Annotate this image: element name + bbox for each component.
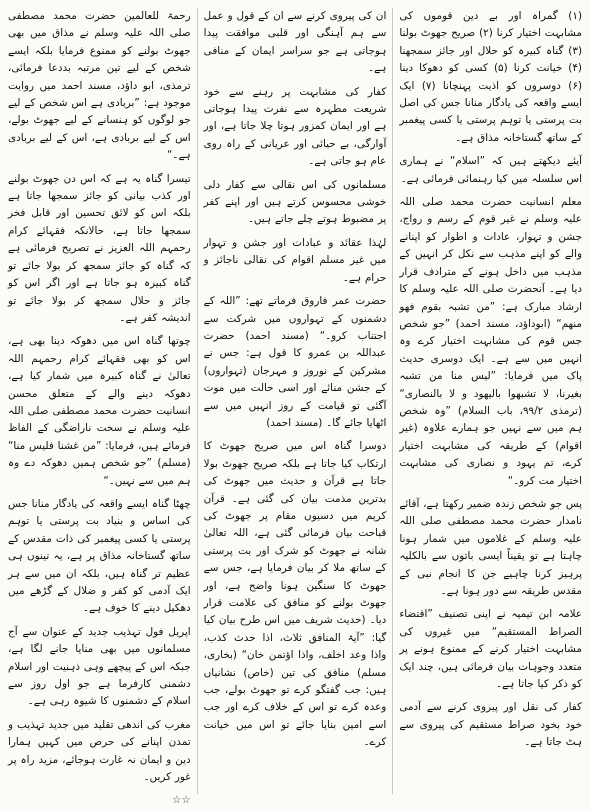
paragraph: حضرت عمر فاروق فرماتے تھے: ”اللہ کے دشمنوں کے تہواروں میں شرکت سے اجتناب کرو۔“ (مسند احمد) حضرت عبداللہ بن عمرو کا قول ہے: جس نے مشرکین کے نوروز و مہرجان (تہواروں) کے جشن منائے اور اسی حالت میں موت آگئی تو قیامت کے روز انہیں میں سے اٹھایا جائے گا۔ (مسند احمد): [203, 295, 387, 429]
paragraph: ان کی پیروی کرنے سے ان کے قول و عمل سے ہم آہنگی اور قلبی موافقت پیدا ہوجاتی ہے جو سراسر ایمان کے منافی ہے۔: [203, 10, 387, 75]
paragraph: مسلمانوں کی اس نقالی سے کفار دلی خوشی محسوس کرتے ہیں اور اپنے کفر پر مضبوط ہوتے چلے جاتے ہیں۔: [203, 178, 387, 226]
paragraph: (۱) گمراہ اور بے دین قوموں کی مشابہت اختیار کرنا (۲) صریح جھوٹ بولنا (۳) گناہ کبیرہ کو حلال اور جائز سمجھنا (۴) خیانت کرنا (۵) کسی کو دھوکا دینا (۶) دوسروں کو اذیت پہنچانا (۷) ایک ایسے واقعہ کی یادگار منانا جس کی اصل بت پرستی یا توہم پرستی یا کسی پیغمبر کے ساتھ گستاخانہ مذاق ہے۔: [399, 10, 582, 144]
paragraph: رحمۃ للعالمین حضرت محمد مصطفی صلی اللہ علیہ وسلم نے مذاق میں بھی جھوٹ بولنے کو ممنوع فرمایا بلکہ ایسے شخص کے لیے تین مرتبہ بددعا فرمائی، ترمذی، ابو داؤد، مسند احمد میں روایت موجود ہے: ”بربادی ہے اس شخص کے لیے جو لوگوں کو ہنسانے کے لیے جھوٹ بولے، اس کے لیے بربادی ہے، اس کے لیے بربادی ہے۔“: [7, 10, 191, 162]
paragraph: تیسرا گناہ یہ ہے کہ اس دن جھوٹ بولنے اور کذب بیانی کو جائز سمجھا جاتا ہے بلکہ اس کو لائق تحسین اور قابل فخر سمجھا جاتا ہے، حالانکہ فقہائے کرام رحمہم اللہ العزیز نے تصریح فرمائی ہے کہ گناہ کو جائز سمجھ کر بولا جائے تو گناہ کبیرہ ہو جاتا ہے اور اگر اس کو جائز و حلال سمجھ کر بولا جائے تو اندیشہ کفر ہے۔: [7, 172, 191, 324]
paragraph: کفار کی نقل اور پیروی کرنے سے آدمی خود بخود صراط مستقیم کی پیروی سے ہٹ جاتا ہے۔: [399, 701, 582, 749]
paragraph: اپریل فول تہذیب جدید کے عنوان سے آج مسلمانوں میں بھی منایا جانے لگا ہے، جبکہ اس کے پیچھے وہی ذہنیت اور اسلام دشمنی کارفرما ہے جو اول روز سے اسلام کے دشمنوں کا شیوہ رہی ہے۔: [7, 625, 191, 708]
end-mark: ☆☆: [172, 794, 191, 807]
paragraph: دوسرا گناہ اس میں صریح جھوٹ کا ارتکاب کیا جاتا ہے بلکہ صریح جھوٹ بولا جاتا ہے قرآن و حدیث میں جھوٹ کی بدترین مذمت بیان کی گئی ہے۔ قرآن کریم میں دسیوں مقام پر جھوٹ کی قباحت بیان فرمائی گئی ہے، اللہ تعالیٰ شانہ نے جھوٹ کو شرک اور بت پرستی کے ساتھ ملا کر بیان فرمایا ہے، جس سے جھوٹ کا سنگین ہونا واضح ہے، اور جھوٹ بولنے کو منافق کی علامت قرار دیا۔ (حدیث شریف میں اس طرح بیان کیا گیا: ”آیۃ المنافق ثلاث، اذا حدث کذب، واذا وعد اخلف، واذا اؤتمن خان“ (بخاری، مسلم) منافق کی تین (خاص) نشانیاں ہیں: جب گفتگو کرے تو جھوٹ بولے، جب وعدہ کرے تو اس کے خلاف کرے اور جب اسے امین بنایا جائے تو اس میں خیانت کرے۔: [203, 440, 387, 749]
paragraph: کفار کی مشابہت پر رہنے سے خود شریعت مطہرہ سے نفرت پیدا ہوجاتی ہے اور ایمان کمزور ہوتا چلا جاتا ہے، اور آوارگی، بے حیائی اور عریانی کے راہ روی عام ہو جاتی ہے۔: [203, 85, 387, 168]
paragraph: مغرب کی اندھی تقلید میں جدید تہذیب و تمدن اپنانے کی حرص میں کہیں ہمارا دین و ایمان نہ غارت ہوجائے، مزید راہ پر غور کریں۔: [7, 718, 191, 784]
text-column-left: [7, 8, 198, 807]
text-column-middle: [204, 8, 394, 794]
paragraph: علامہ ابن تیمیہ نے اپنی تصنیف ”اقتضاء الصراط المستقیم“ میں غیروں کی مشابہت اختیار کرنے کے ممنوع ہونے پر متعدد وجوہات بیان فرمائی ہیں، چند ایک کو ذکر کیا جاتا ہے۔: [399, 608, 582, 691]
text-column-right: [399, 8, 582, 794]
paragraph: چھٹا گناہ ایسے واقعہ کی یادگار منانا جس کی اساس و بنیاد بت پرستی یا توہم پرستی یا کسی پیغمبر کی ذات مقدس کے ساتھ گستاخانہ مذاق پر ہے، یہ تینوں ہی عظیم تر گناہ ہیں، بلکہ ان میں سے ہر ایک آدمی کو کفر و ضلال کے گڑھے میں دھکیل دینے کا خوف ہے۔: [7, 497, 191, 615]
paragraph: لہٰذا عقائد و عبادات اور جشن و تہوار میں غیر مسلم اقوام کی نقالی ناجائز و حرام ہے۔: [203, 236, 387, 284]
paragraph: معلم انسانیت حضرت محمد صلی اللہ علیہ وسلم نے غیر قوم کے رسم و رواج، جشن و تہوار، عادات و اطوار کو اپنانے والے کو اپنے مذہب سے نکل کر انہیں کے مذہب میں داخل ہونے کے مترادف قرار دیا ہے۔ آنحضرت صلی اللہ علیہ وسلم کا ارشاد مبارک ہے: ”من تشبہ بقوم فھو منھم“ (ابوداؤد، مسند احمد) ”جو شخص جس قوم کی مشابہت اختیار کرے وہ انہیں میں سے ہے۔ ایک دوسری حدیث پاک میں فرمایا: ”لیس منا من تشبہ بغیرنا، لا تشبھوا بالیھود و لا بالنصاری“ (ترمذی ۹۹/۲، باب السلام) ”وہ شخص ہم میں سے نہیں جو ہمارے علاوہ (غیر اقوام) کے طریقہ کی مشابہت اختیار کرے، تم یہود و نصاری کی مشابہت اختیار مت کرو۔“: [399, 196, 582, 487]
paragraph: آیئے دیکھتے ہیں کہ ”اسلام“ نے ہماری اس سلسلہ میں کیا رہنمائی فرمائی ہے۔: [399, 155, 582, 185]
paragraph: پس جو شخص زندہ ضمیر رکھتا ہے، آقائے نامدار حضرت محمد مصطفی صلی اللہ علیہ وسلم کے غلاموں میں شمار ہونا چاہتا ہے تو یقیناً ایسی باتوں سے بالکلیہ پرہیز کرنا چاہیے جن کا انجام نبی کے مقدس طریقہ سے دور ہونا ہے۔: [399, 497, 582, 597]
paragraph: چوتھا گناہ اس میں دھوکہ دینا بھی ہے، اس کو بھی فقہائے کرام رحمہم اللہ تعالیٰ نے گناہ کبیرہ میں شمار کیا ہے، دھوکہ دینے والے کے متعلق محسن انسانیت حضرت محمد مصطفی صلی اللہ علیہ وسلم نے سخت ناراضگی کے الفاظ فرمائے ہیں، فرمایا: ”من غشنا فلیس منا“ (مسلم) ”جو شخص ہمیں دھوکہ دے وہ ہم میں سے نہیں۔“: [7, 335, 191, 487]
